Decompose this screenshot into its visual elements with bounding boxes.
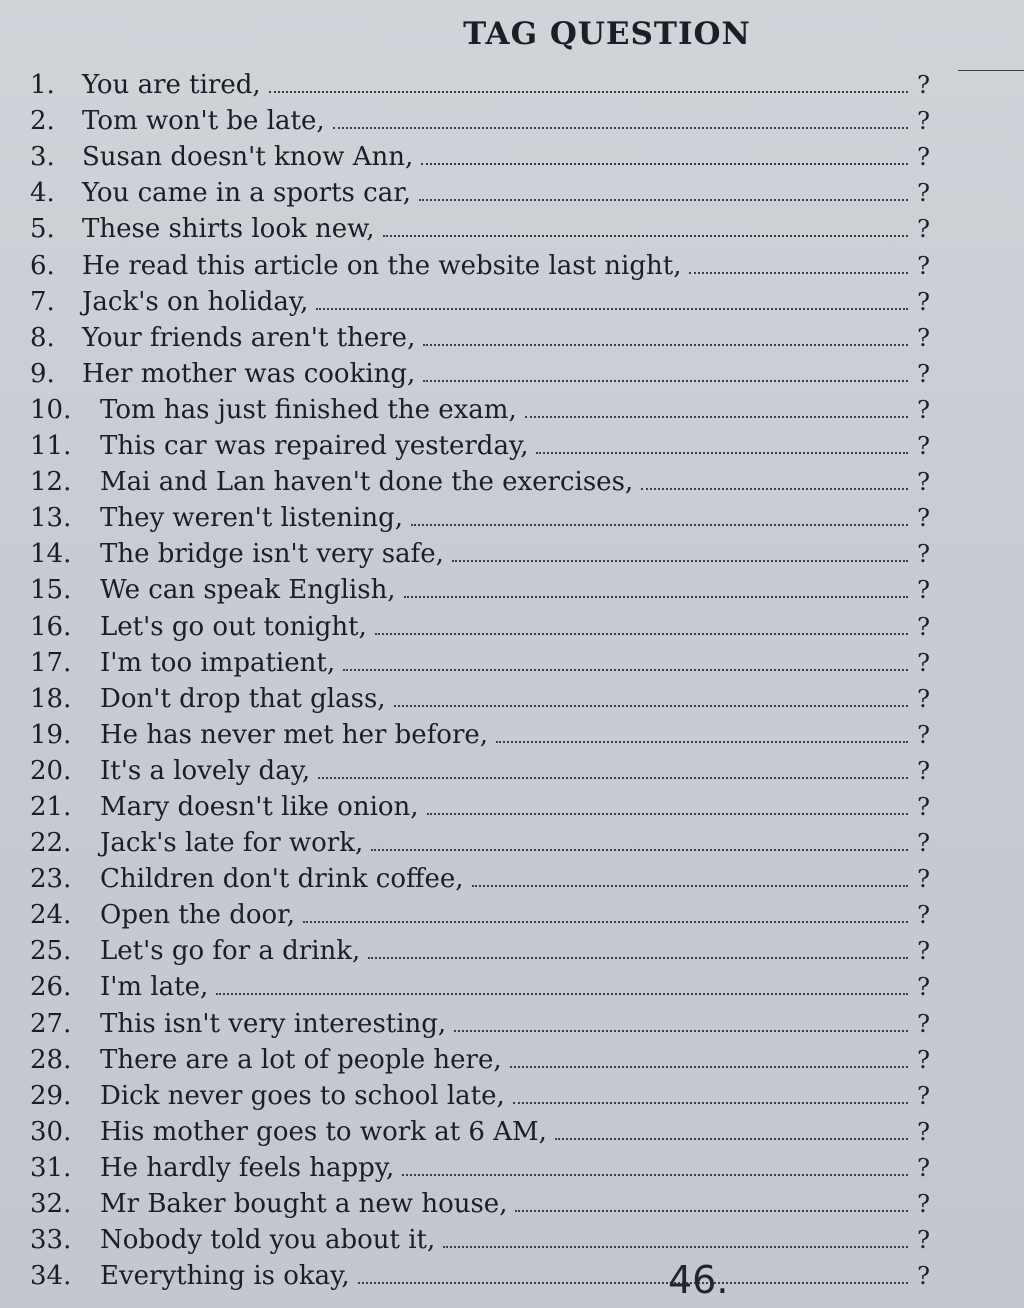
- answer-blank[interactable]: [536, 446, 908, 454]
- question-item: [30, 1219, 930, 1255]
- question-mark: ?: [917, 648, 930, 677]
- question-mark: ?: [917, 829, 930, 858]
- question-item: [30, 750, 930, 786]
- question-mark: ?: [917, 684, 930, 713]
- question-item: [30, 1255, 930, 1291]
- answer-blank[interactable]: [515, 1204, 908, 1212]
- question-text: This isn't very interesting,: [100, 1008, 447, 1039]
- question-mark: ?: [917, 1226, 930, 1255]
- question-mark: ?: [917, 107, 930, 136]
- answer-blank[interactable]: [358, 1276, 908, 1284]
- question-item: [30, 569, 930, 605]
- question-number: 29.: [30, 1080, 72, 1111]
- answer-blank[interactable]: [427, 807, 908, 815]
- question-mark: ?: [917, 1117, 930, 1146]
- question-mark: ?: [917, 251, 930, 280]
- question-mark: ?: [917, 323, 930, 352]
- question-mark: ?: [917, 71, 930, 100]
- question-text: Tom won't be late,: [82, 106, 325, 137]
- question-item: [30, 1039, 930, 1075]
- question-mark: ?: [917, 792, 930, 821]
- question-mark: ?: [917, 504, 930, 533]
- question-mark: ?: [917, 612, 930, 641]
- question-number: 2.: [30, 106, 55, 137]
- answer-blank[interactable]: [452, 554, 908, 562]
- question-number: 7.: [30, 286, 55, 317]
- question-number: 17.: [30, 647, 72, 678]
- question-text: He hardly feels happy,: [100, 1152, 395, 1183]
- margin-rule: [958, 70, 1024, 71]
- question-text: Your friends aren't there,: [82, 322, 416, 353]
- question-text: Let's go for a drink,: [100, 936, 361, 967]
- question-number: 3.: [30, 142, 55, 173]
- question-item: [30, 786, 930, 822]
- question-text: Everything is okay,: [100, 1261, 350, 1292]
- answer-blank[interactable]: [318, 771, 908, 779]
- question-mark: ?: [917, 179, 930, 208]
- question-text: His mother goes to work at 6 AM,: [100, 1116, 547, 1147]
- question-item: [30, 858, 930, 894]
- answer-blank[interactable]: [555, 1132, 908, 1140]
- question-item: [30, 244, 930, 280]
- answer-blank[interactable]: [375, 627, 908, 635]
- page-number: 46.: [668, 1258, 729, 1302]
- answer-blank[interactable]: [411, 518, 908, 526]
- question-item: [30, 136, 930, 172]
- question-item: [30, 317, 930, 353]
- question-item: [30, 822, 930, 858]
- question-number: 8.: [30, 322, 55, 353]
- question-text: You are tired,: [82, 70, 261, 101]
- question-text: There are a lot of people here,: [100, 1044, 502, 1075]
- question-item: [30, 714, 930, 750]
- question-text: The bridge isn't very safe,: [100, 539, 444, 570]
- question-number: 28.: [30, 1044, 72, 1075]
- answer-blank[interactable]: [472, 879, 908, 887]
- question-number: 10.: [30, 394, 72, 425]
- question-text: Let's go out tonight,: [100, 611, 367, 642]
- question-text: It's a lovely day,: [100, 755, 311, 786]
- question-number: 31.: [30, 1152, 72, 1183]
- question-text: These shirts look new,: [82, 214, 375, 245]
- question-text: Nobody told you about it,: [100, 1225, 436, 1256]
- question-mark: ?: [917, 1153, 930, 1182]
- question-mark: ?: [917, 143, 930, 172]
- question-item: [30, 605, 930, 641]
- question-item: [30, 894, 930, 930]
- answer-blank[interactable]: [402, 1168, 908, 1176]
- question-text: They weren't listening,: [100, 503, 404, 534]
- question-number: 1.: [30, 70, 55, 101]
- question-number: 13.: [30, 503, 72, 534]
- answer-blank[interactable]: [394, 699, 908, 707]
- question-text: Tom has just finished the exam,: [100, 394, 517, 425]
- answer-blank[interactable]: [383, 229, 908, 237]
- question-item: [30, 678, 930, 714]
- question-item: [30, 1183, 930, 1219]
- question-number: 33.: [30, 1225, 72, 1256]
- question-item: [30, 533, 930, 569]
- question-number: 26.: [30, 972, 72, 1003]
- question-item: [30, 1111, 930, 1147]
- question-number: 16.: [30, 611, 72, 642]
- question-text: Susan doesn't know Ann,: [82, 142, 414, 173]
- question-text: Dick never goes to school late,: [100, 1080, 505, 1111]
- question-mark: ?: [917, 937, 930, 966]
- question-mark: ?: [917, 468, 930, 497]
- question-item: [30, 353, 930, 389]
- question-text: Mary doesn't like onion,: [100, 791, 419, 822]
- question-number: 20.: [30, 755, 72, 786]
- answer-blank[interactable]: [689, 266, 908, 274]
- answer-blank[interactable]: [454, 1024, 908, 1032]
- question-mark: ?: [917, 540, 930, 569]
- question-item: [30, 1147, 930, 1183]
- question-mark: ?: [917, 1081, 930, 1110]
- answer-blank[interactable]: [513, 1096, 908, 1104]
- question-number: 25.: [30, 936, 72, 967]
- question-text: Jack's late for work,: [100, 828, 364, 859]
- question-list: [30, 64, 930, 1291]
- page-title: TAG QUESTION: [463, 16, 751, 52]
- answer-blank[interactable]: [333, 121, 908, 129]
- question-number: 24.: [30, 900, 72, 931]
- question-number: 19.: [30, 719, 72, 750]
- question-mark: ?: [917, 215, 930, 244]
- question-text: Open the door,: [100, 900, 295, 931]
- question-mark: ?: [917, 287, 930, 316]
- answer-blank[interactable]: [368, 951, 908, 959]
- question-number: 15.: [30, 575, 72, 606]
- question-item: [30, 208, 930, 244]
- question-mark: ?: [917, 1262, 930, 1291]
- answer-blank[interactable]: [269, 85, 908, 93]
- answer-blank[interactable]: [496, 735, 908, 743]
- question-text: Children don't drink coffee,: [100, 864, 464, 895]
- question-number: 21.: [30, 791, 72, 822]
- answer-blank[interactable]: [316, 302, 908, 310]
- answer-blank[interactable]: [371, 843, 908, 851]
- question-item: [30, 642, 930, 678]
- question-item: [30, 497, 930, 533]
- question-mark: ?: [917, 865, 930, 894]
- question-number: 27.: [30, 1008, 72, 1039]
- question-text: I'm late,: [100, 972, 209, 1003]
- question-item: [30, 930, 930, 966]
- answer-blank[interactable]: [419, 193, 908, 201]
- question-item: [30, 425, 930, 461]
- answer-blank[interactable]: [343, 663, 908, 671]
- question-number: 6.: [30, 250, 55, 281]
- question-mark: ?: [917, 720, 930, 749]
- question-number: 12.: [30, 467, 72, 498]
- question-number: 30.: [30, 1116, 72, 1147]
- question-text: He has never met her before,: [100, 719, 489, 750]
- question-number: 22.: [30, 828, 72, 859]
- question-text: Jack's on holiday,: [82, 286, 309, 317]
- question-mark: ?: [917, 973, 930, 1002]
- question-number: 5.: [30, 214, 55, 245]
- question-item: [30, 1075, 930, 1111]
- question-number: 23.: [30, 864, 72, 895]
- question-text: I'm too impatient,: [100, 647, 336, 678]
- question-number: 34.: [30, 1261, 72, 1292]
- question-number: 18.: [30, 683, 72, 714]
- question-mark: ?: [917, 576, 930, 605]
- question-mark: ?: [917, 359, 930, 388]
- question-text: You came in a sports car,: [82, 178, 412, 209]
- answer-blank[interactable]: [216, 987, 908, 995]
- question-number: 11.: [30, 431, 72, 462]
- question-number: 32.: [30, 1189, 72, 1219]
- question-mark: ?: [917, 1190, 930, 1218]
- answer-blank[interactable]: [404, 590, 908, 598]
- answer-blank[interactable]: [641, 482, 908, 490]
- question-item: [30, 1002, 930, 1038]
- question-item: [30, 966, 930, 1002]
- question-mark: ?: [917, 432, 930, 461]
- question-text: We can speak English,: [100, 575, 396, 606]
- question-item: [30, 64, 930, 100]
- question-text: Mr Baker bought a new house,: [100, 1189, 508, 1219]
- question-item: [30, 389, 930, 425]
- question-text: He read this article on the website last night,: [82, 250, 682, 281]
- answer-blank[interactable]: [423, 338, 908, 346]
- question-text: This car was repaired yesterday,: [100, 431, 529, 462]
- answer-blank[interactable]: [443, 1240, 908, 1248]
- question-mark: ?: [917, 756, 930, 785]
- question-item: [30, 172, 930, 208]
- answer-blank[interactable]: [421, 157, 908, 165]
- question-text: Mai and Lan haven't done the exercises,: [100, 467, 634, 498]
- question-item: [30, 281, 930, 317]
- question-number: 14.: [30, 539, 72, 570]
- answer-blank[interactable]: [525, 410, 908, 418]
- answer-blank[interactable]: [303, 915, 908, 923]
- question-item: [30, 461, 930, 497]
- question-mark: ?: [917, 901, 930, 930]
- question-mark: ?: [917, 395, 930, 424]
- answer-blank[interactable]: [510, 1060, 908, 1068]
- question-text: Don't drop that glass,: [100, 683, 386, 714]
- question-mark: ?: [917, 1009, 930, 1038]
- question-number: 9.: [30, 358, 55, 389]
- question-number: 4.: [30, 178, 55, 209]
- question-item: [30, 100, 930, 136]
- question-mark: ?: [917, 1045, 930, 1074]
- question-text: Her mother was cooking,: [82, 358, 416, 389]
- answer-blank[interactable]: [423, 374, 908, 382]
